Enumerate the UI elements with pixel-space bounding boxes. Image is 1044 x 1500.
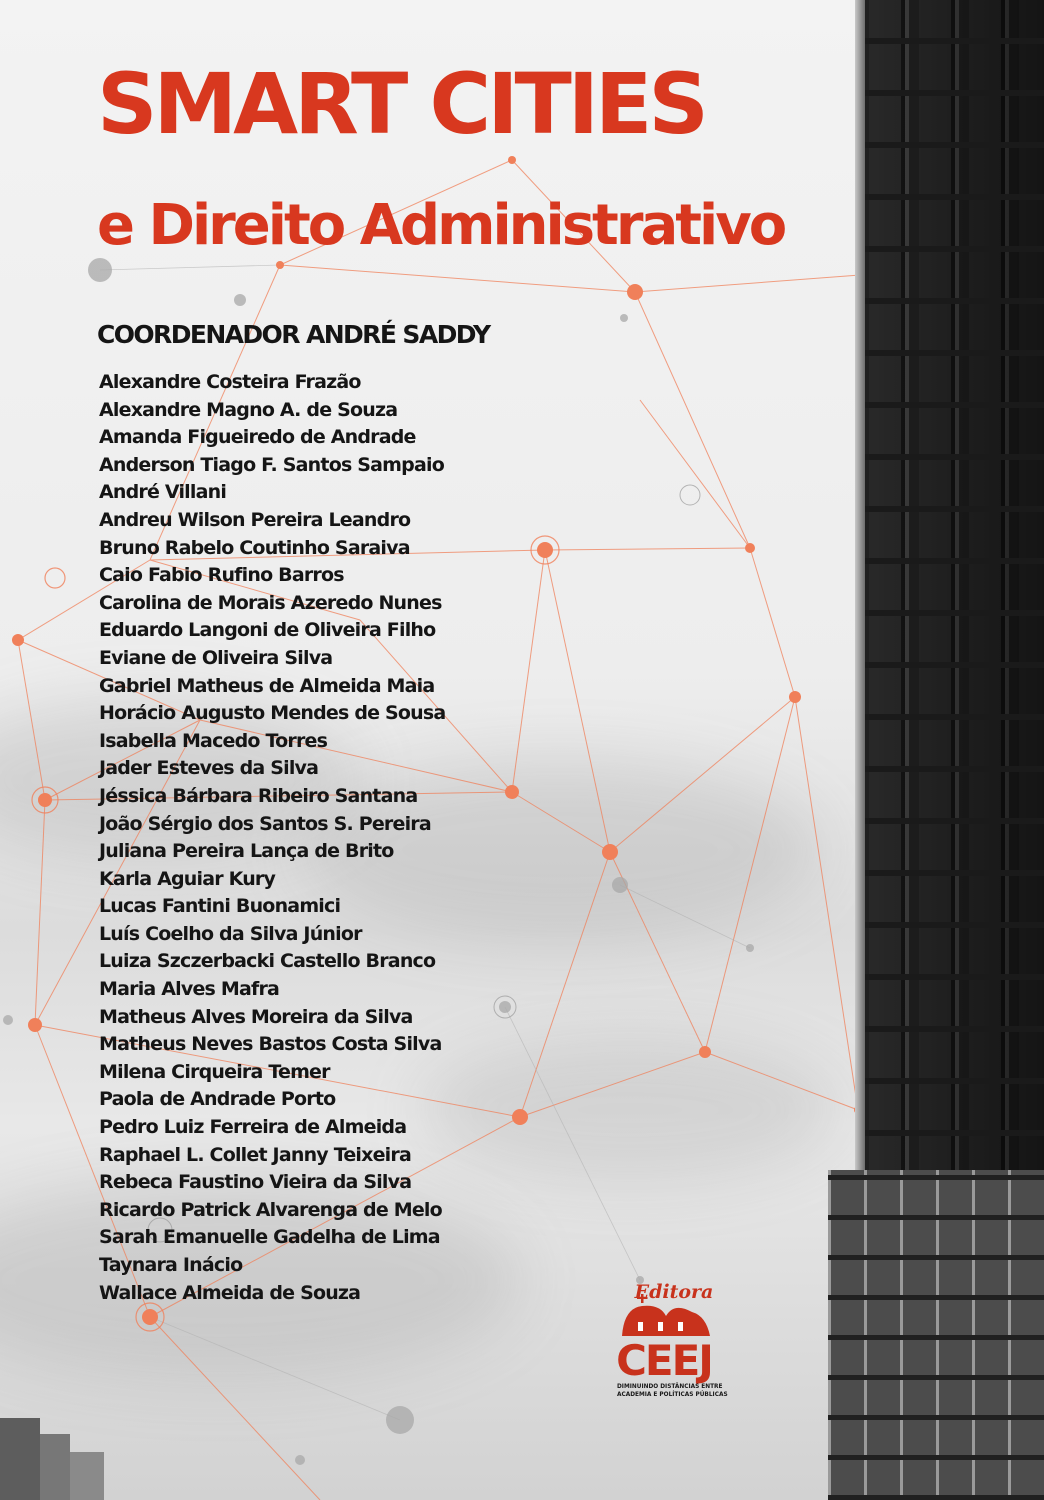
skyline-building bbox=[0, 1418, 40, 1500]
author-name: Andreu Wilson Pereira Leandro bbox=[99, 508, 411, 531]
publisher-tagline-1: DIMINUINDO DISTÂNCIAS ENTRE bbox=[617, 1384, 723, 1390]
author-name: Lucas Fantini Buonamici bbox=[99, 895, 341, 918]
author-name: Horácio Augusto Mendes de Sousa bbox=[99, 702, 446, 725]
author-name: Matheus Alves Moreira da Silva bbox=[99, 1005, 413, 1028]
author-name: Jéssica Bárbara Ribeiro Santana bbox=[99, 784, 418, 807]
author-name: Rebeca Faustino Vieira da Silva bbox=[99, 1171, 412, 1194]
author-name: Juliana Pereira Lança de Brito bbox=[99, 840, 394, 863]
author-name: Taynara Inácio bbox=[99, 1254, 243, 1276]
author-name: Eviane de Oliveira Silva bbox=[99, 646, 333, 669]
author-name: Amanda Figueiredo de Andrade bbox=[99, 426, 416, 449]
author-name: Bruno Rabelo Coutinho Saraiva bbox=[99, 536, 410, 559]
author-name: Matheus Neves Bastos Costa Silva bbox=[99, 1033, 442, 1056]
book-title: SMART CITIES bbox=[97, 55, 705, 153]
author-name: Raphael L. Collet Janny Teixeira bbox=[99, 1143, 411, 1166]
author-name: André Villani bbox=[99, 481, 227, 504]
skyline-building bbox=[40, 1434, 70, 1500]
author-name: Caio Fabio Rufino Barros bbox=[99, 564, 344, 587]
publisher-tagline-2: ACADEMIA E POLÍTICAS PÚBLICAS bbox=[617, 1392, 728, 1398]
publisher-logo bbox=[614, 1272, 744, 1402]
author-name: Eduardo Langoni de Oliveira Filho bbox=[99, 619, 436, 642]
author-name: Milena Cirqueira Temer bbox=[99, 1060, 330, 1083]
arch-window bbox=[678, 1322, 683, 1331]
author-name: João Sérgio dos Santos S. Pereira bbox=[99, 812, 431, 835]
author-name: Isabella Macedo Torres bbox=[99, 729, 328, 752]
author-name: Maria Alves Mafra bbox=[99, 978, 280, 1001]
coordinator-line: COORDENADOR ANDRÉ SADDY bbox=[97, 320, 490, 349]
publisher-script-label: Editora bbox=[634, 1281, 714, 1303]
author-list bbox=[99, 369, 445, 1307]
skyline-building bbox=[70, 1452, 104, 1500]
publisher-name: CEEJ bbox=[616, 1336, 712, 1385]
author-name: Ricardo Patrick Alvarenga de Melo bbox=[99, 1198, 442, 1221]
author-name: Luiza Szczerbacki Castello Branco bbox=[99, 950, 436, 973]
skyline-buildings bbox=[0, 1400, 110, 1500]
book-subtitle: e Direito Administrativo bbox=[97, 193, 785, 258]
author-name: Wallace Almeida de Souza bbox=[99, 1281, 361, 1304]
author-name: Jader Esteves da Silva bbox=[99, 757, 319, 780]
arch-window bbox=[658, 1322, 663, 1331]
author-name: Gabriel Matheus de Almeida Maia bbox=[99, 674, 435, 697]
arch-window bbox=[638, 1322, 643, 1331]
lower-building bbox=[828, 1170, 1044, 1500]
author-name: Karla Aguiar Kury bbox=[99, 867, 276, 890]
author-name: Paola de Andrade Porto bbox=[99, 1088, 336, 1111]
author-name: Sarah Emanuelle Gadelha de Lima bbox=[99, 1226, 440, 1249]
author-name: Pedro Luiz Ferreira de Almeida bbox=[99, 1116, 407, 1139]
author-name: Luís Coelho da Silva Júnior bbox=[99, 922, 362, 945]
author-name: Alexandre Magno A. de Souza bbox=[99, 398, 398, 421]
author-name: Alexandre Costeira Frazão bbox=[99, 371, 361, 393]
author-name: Carolina de Morais Azeredo Nunes bbox=[99, 591, 442, 614]
author-name: Anderson Tiago F. Santos Sampaio bbox=[99, 453, 444, 476]
mountain-dome-icon bbox=[622, 1306, 710, 1336]
